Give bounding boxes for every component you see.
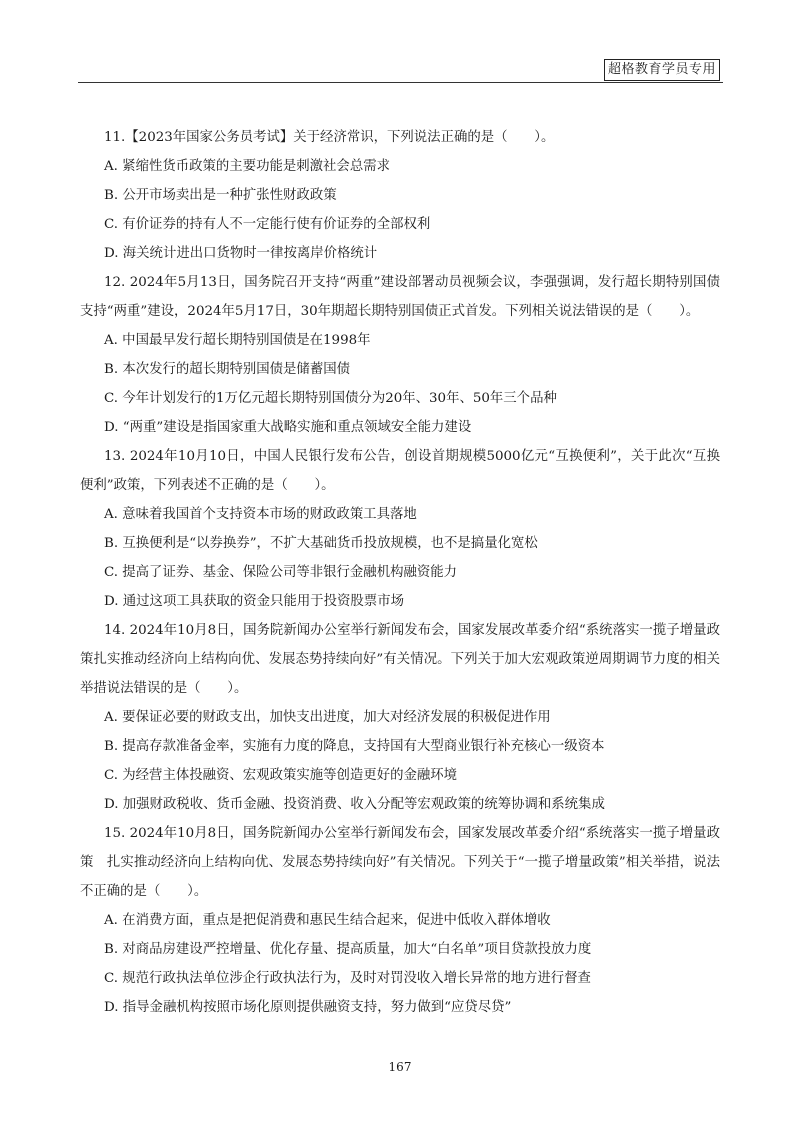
question-13 xyxy=(80,442,720,616)
option-b: B. 公开市场卖出是一种扩张性财政政策 xyxy=(104,188,337,203)
option-b: B. 对商品房建设严控增量、优化存量、提高质量，加大“白名单”项目贷款投放力度 xyxy=(104,942,592,957)
question-11 xyxy=(80,123,720,268)
question-stem: 14. 2024年10月8日，国务院新闻办公室举行新闻发布会，国家发展改革委介绍“系统落实一揽子增量政策扎实推动经济向上结构向优、发展态势持续向好”有关情况。下列关于加大宏观政策逆周期调节力度的相关举措说法错误的是（ ）。 xyxy=(80,623,720,696)
option-d: D. 指导金融机构按照市场化原则提供融资支持，努力做到“应贷尽贷” xyxy=(104,1000,512,1015)
option-d: D. “两重”建设是指国家重大战略实施和重点领域安全能力建设 xyxy=(104,420,472,435)
question-14 xyxy=(80,616,720,819)
option-a: A. 要保证必要的财政支出，加快支出进度，加大对经济发展的积极促进作用 xyxy=(104,710,551,725)
question-stem: 15. 2024年10月8日，国务院新闻办公室举行新闻发布会，国家发展改革委介绍“系统落实一揽子增量政策 扎实推动经济向上结构向优、发展态势持续向好”有关情况。下列关于“一揽子增量政策”相关举措，说法不正确的是（ ）。 xyxy=(80,826,720,899)
option-a: A. 在消费方面，重点是把促消费和惠民生结合起来，促进中低收入群体增收 xyxy=(104,913,551,928)
option-c: C. 规范行政执法单位涉企行政执法行为，及时对罚没收入增长异常的地方进行督查 xyxy=(104,971,591,986)
page-number: 167 xyxy=(388,1060,412,1074)
question-12 xyxy=(80,268,720,442)
option-c: C. 提高了证券、基金、保险公司等非银行金融机构融资能力 xyxy=(104,565,458,580)
question-stem: 12. 2024年5月13日，国务院召开支持“两重”建设部署动员视频会议，李强强调，发行超长期特别国债支持“两重”建设，2024年5月17日，30年期超长期特别国债正式首发。下列相关说法错误的是（ ）。 xyxy=(80,275,720,319)
question-stem: 13. 2024年10月10日，中国人民银行发布公告，创设首期规模5000亿元“互换便利”，关于此次“互换便利”政策，下列表述不正确的是（ ）。 xyxy=(80,449,720,493)
option-a: A. 中国最早发行超长期特别国债是在1998年 xyxy=(104,333,371,348)
header-divider xyxy=(78,82,723,83)
question-stem: 11.【2023年国家公务员考试】关于经济常识，下列说法正确的是（ ）。 xyxy=(104,130,555,145)
student-only-badge: 超格教育学员专用 xyxy=(604,59,720,81)
option-c: C. 有价证券的持有人不一定能行使有价证券的全部权利 xyxy=(104,217,431,232)
option-b: B. 提高存款准备金率，实施有力度的降息，支持国有大型商业银行补充核心一级资本 xyxy=(104,739,605,754)
option-a: A. 意味着我国首个支持资本市场的财政政策工具落地 xyxy=(104,507,417,522)
option-c: C. 今年计划发行的1万亿元超长期特别国债分为20年、30年、50年三个品种 xyxy=(104,391,557,406)
option-d: D. 通过这项工具获取的资金只能用于投资股票市场 xyxy=(104,594,404,609)
option-b: B. 本次发行的超长期特别国债是储蓄国债 xyxy=(104,362,350,377)
option-d: D. 海关统计进出口货物时一律按离岸价格统计 xyxy=(104,246,378,261)
option-c: C. 为经营主体投融资、宏观政策实施等创造更好的金融环境 xyxy=(104,768,458,783)
question-15 xyxy=(80,819,720,1022)
option-d: D. 加强财政税收、货币金融、投资消费、收入分配等宏观政策的统筹协调和系统集成 xyxy=(104,797,605,812)
option-b: B. 互换便利是“以券换券”，不扩大基础货币投放规模，也不是搞量化宽松 xyxy=(104,536,538,551)
question-list xyxy=(80,123,720,1022)
option-a: A. 紧缩性货币政策的主要功能是刺激社会总需求 xyxy=(104,159,390,174)
